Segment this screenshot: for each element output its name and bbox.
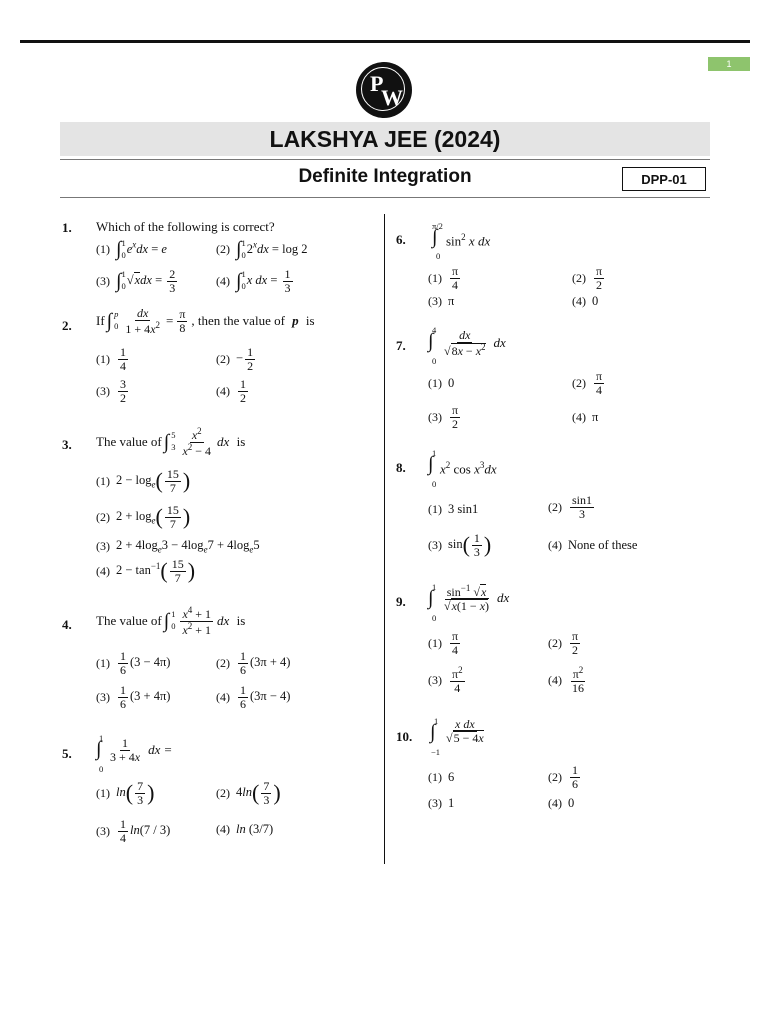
page-number-badge: 1 — [708, 57, 750, 71]
option: (2) $\frac{1}{6}$ (3π + 4) — [216, 649, 291, 677]
option: (4) 0 — [548, 796, 575, 810]
option: (3) sin( $\frac{1}{3}$ ) — [428, 531, 492, 559]
question-stem: $x^2$ $\cos x^3dx$ — [440, 460, 497, 477]
option: (2) 4ln( $\frac{7}{3}$ ) — [216, 779, 281, 807]
option: (1) ∫ 1 0 $e^xdx = e$ — [96, 238, 167, 261]
option: (3) $\frac{\pi}{2}$ — [428, 403, 459, 431]
option: (4) ∫ 1 0 x dx = $\frac{1}{3}$ — [216, 267, 291, 295]
page-title: LAKSHYA JEE (2024) — [60, 122, 710, 156]
option: (2) $2 + \log_e$( $\frac{15}{7}$ ) — [96, 503, 191, 531]
option: (2) $\frac{\sin 1}{3}$ — [548, 493, 593, 521]
option: (2) − $\frac{1}{2}$ — [216, 345, 254, 373]
top-rule — [20, 40, 750, 43]
option: (4) $\frac{1}{2}$ — [216, 377, 246, 405]
question-stem: The value of ∫ 1 0 $\frac{x^4 + 1}{x^2 + 1}$ dx is — [96, 605, 246, 637]
page-subtitle: Definite Integration — [298, 166, 472, 187]
option: (1) $2 - \log_e$( $\frac{15}{7}$ ) — [96, 467, 191, 495]
option: (4) None of these — [548, 538, 638, 552]
question-number: 1. — [62, 220, 72, 235]
option: (2) $\frac{\pi}{4}$ — [572, 369, 603, 397]
question-number: 3. — [62, 437, 72, 452]
option: (2) $\frac{1}{6}$ — [548, 763, 578, 791]
question-number: 8. — [396, 460, 406, 475]
divider — [60, 197, 710, 198]
question-stem: If ∫ p 0 $\frac{dx}{1 + 4x^2}$ = $\frac{\pi}{8}$ , then the value of p is — [96, 306, 315, 336]
option: (3) $\frac{\pi^2}{4}$ — [428, 665, 463, 695]
option: (4) π — [572, 410, 599, 424]
question-number: 2. — [62, 318, 72, 333]
option: (4) $\frac{\pi^2}{16}$ — [548, 665, 584, 695]
question-stem: $\frac{\text{x dx}}{√5 - 4x}$ — [446, 717, 484, 745]
option: (4) $2 - \tan^{-1}$( $\frac{15}{7}$ ) — [96, 557, 196, 585]
option: (2) $\frac{\pi}{2}$ — [548, 629, 579, 657]
option: (3) $\frac{1}{6}$ (3 + 4π) — [96, 683, 171, 711]
option: (2) ∫ 1 0 $2^xdx = \log 2$ — [216, 238, 308, 261]
option: (4) 0 — [572, 294, 599, 308]
question-number: 9. — [396, 594, 406, 609]
option: (3) ∫ 1 0 √xdx = $\frac{2}{3}$ — [96, 267, 176, 295]
option: (4) ln (3/7) — [216, 822, 274, 836]
question-stem: Which of the following is correct? — [96, 219, 275, 234]
question-stem: The value of ∫ 5 3 $\frac{x^2}{x^2 - 4}$ dx is — [96, 426, 246, 458]
option: (3) $\frac{1}{4}$ ln(7 / 3) — [96, 817, 171, 845]
question-number: 7. — [396, 338, 406, 353]
question-number: 4. — [62, 617, 72, 632]
option: (3) 1 — [428, 796, 455, 810]
option: (3) $2 + 4\log_e3 - 4\log_e7 + 4\log_e5$ — [96, 538, 260, 555]
dpp-code: DPP-01 — [622, 167, 706, 191]
option: (1) $\frac{1}{6}$ (3 − 4π) — [96, 649, 171, 677]
option: (2) $\frac{\pi}{2}$ — [572, 264, 603, 292]
option: (1) $\frac{1}{4}$ — [96, 345, 126, 373]
option: (1) 6 — [428, 770, 455, 784]
divider — [60, 159, 710, 160]
question-number: 10. — [396, 729, 413, 744]
option: (1) $\frac{\pi}{4}$ — [428, 629, 459, 657]
option: (3) $\frac{3}{2}$ — [96, 377, 126, 405]
option: (1) $\frac{\pi}{4}$ — [428, 264, 459, 292]
pw-logo: P W — [356, 62, 412, 118]
question-stem: $\frac{dx}{√8x - x^2}$ dx — [444, 328, 506, 358]
question-stem: $\frac{1}{3 + 4x}$ dx = — [110, 736, 172, 764]
option: (1) 3 sin1 — [428, 502, 479, 516]
option: (1) 0 — [428, 376, 455, 390]
question-stem: $\sin^2 x$ dx — [446, 232, 491, 249]
option: (4) $\frac{1}{6}$ (3π − 4) — [216, 683, 291, 711]
question-stem: $\frac{\sin^{-1} √x}{√x(1 - x)}$ dx — [444, 583, 510, 613]
question-number: 5. — [62, 746, 72, 761]
option: (1) ln( $\frac{7}{3}$ ) — [96, 779, 155, 807]
option: (3) π — [428, 294, 455, 308]
column-divider — [384, 214, 385, 864]
question-number: 6. — [396, 232, 406, 247]
